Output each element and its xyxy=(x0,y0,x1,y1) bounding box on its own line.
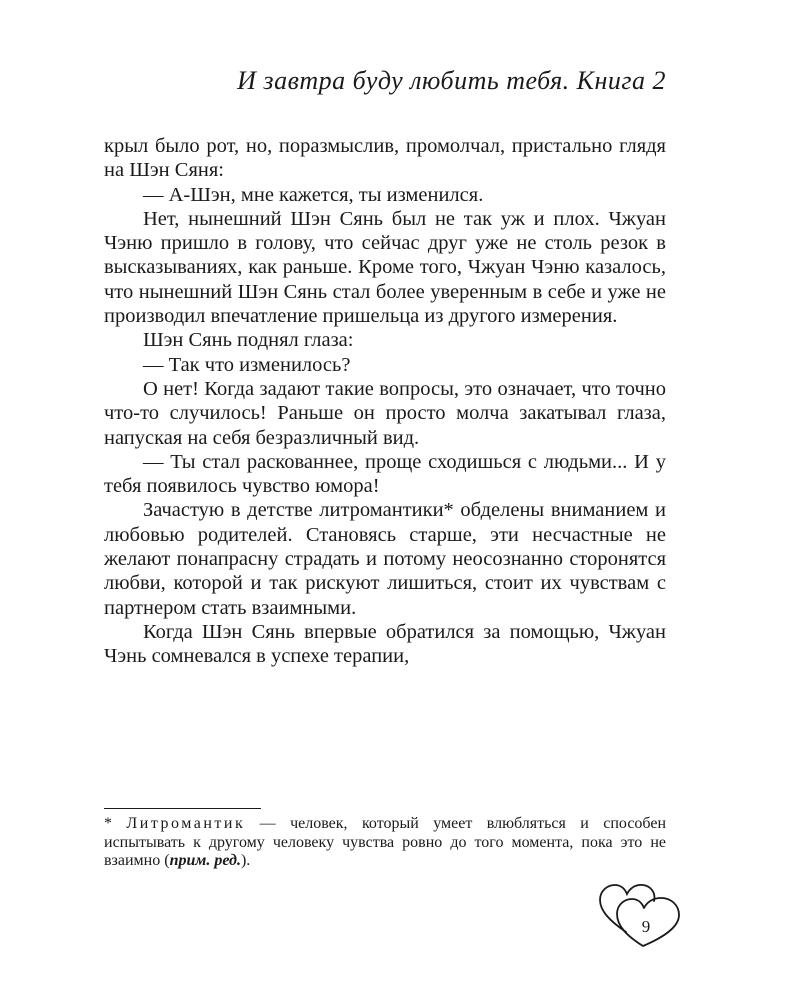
paragraph: — Ты стал раскованнее, проще сходишься с людьми... И у тебя появилось чувство юмора! xyxy=(104,450,666,498)
paragraph: — А-Шэн, мне кажется, ты изменился. xyxy=(142,183,484,206)
paragraph: О нет! Когда задают такие вопросы, это означает, что точно что-то случилось! Раньше он просто молча закатывал глаза, напуская на себя безразличный вид. xyxy=(104,377,666,449)
paragraph: Зачастую в детстве литромантики* обделены вниманием и любовью родителей. Становясь старше, эти несчастные не желают понапрасну страдать и потому неосознанно сторонятся любви, которой и так рискуют лишиться, стоит их чувствам с партнером стать взаимными. xyxy=(104,499,666,619)
footnote-marker: * xyxy=(104,815,112,832)
paragraph: крыл было рот, но, поразмыслив, промолчал, пристально глядя на Шэн Сяня: xyxy=(104,135,666,182)
footnote-rule xyxy=(104,808,261,809)
footnote-text: — человек, который умеет влюбляться и способен испытывать к другому человеку чувства ровно до того момента, пока это не взаимно ( xyxy=(104,815,667,869)
footnote-editor-note: прим. ред. xyxy=(169,852,241,869)
paragraph: — Так что изменилось? xyxy=(142,353,351,376)
body-text xyxy=(104,134,666,669)
footnote xyxy=(104,815,666,871)
running-head: И завтра буду любить тебя. Книга 2 xyxy=(237,66,666,95)
page-number: 9 xyxy=(641,917,651,936)
footnote-term: Литромантик xyxy=(126,815,246,832)
paragraph: Нет, нынешний Шэн Сянь был не так уж и плох. Чжуан Чэню пришло в голову, что сейчас друг уже не столь резок в высказываниях, как раньше. Кроме того, Чжуан Чэню казалось, что нынешний Шэн Сянь стал более уверенным в себе и уже не производил впечатление пришельца из другого измерения. xyxy=(104,207,666,328)
double-heart-icon xyxy=(596,880,692,950)
footnote-closing: ). xyxy=(240,852,251,869)
paragraph: Когда Шэн Сянь впервые обратился за помощью, Чжуан Чэнь сомневался в успехе терапии, xyxy=(104,620,666,668)
paragraph: Шэн Сянь поднял глаза: xyxy=(142,329,354,352)
